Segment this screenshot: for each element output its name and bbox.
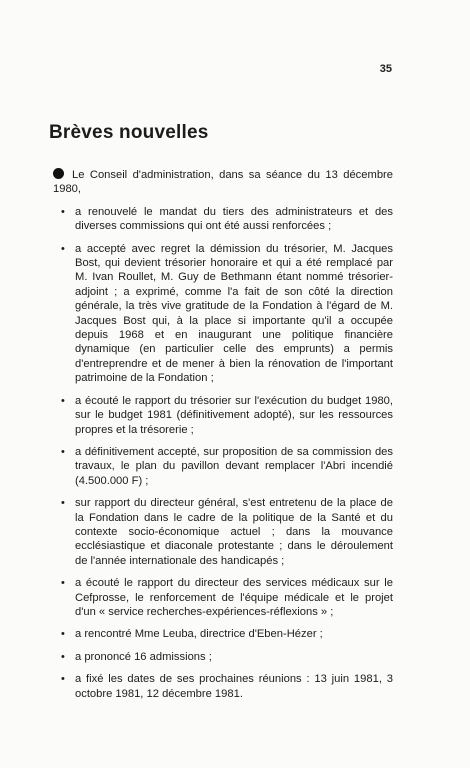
list-item (53, 672, 393, 701)
list-item-text: a fixé les dates de ses prochaines réunions : 13 juin 1981, 3 octobre 1981, 12 décembre 1981. (75, 673, 393, 700)
bullet-icon: • (61, 394, 65, 407)
intro-paragraph (53, 168, 393, 197)
list-item-text: a accepté avec regret la démission du trésorier, M. Jacques Bost, qui devient trésorier honoraire et qui a été remplacé par M. Ivan Roullet, M. Guy de Bethmann étant nommé trésorier-adjoint ; a exprimé, comme l'a fait de son côté la direction générale, la très vive gratitude de la Fondation à l'égard de M. Jacques Bost qui, à la place si importante qu'il a occupée depuis 1968 et en inaugurant une politique financière dynamique (en particulier celle des emprunts) a permis d'entreprendre et de mener à bien la rénovation de l'important patrimoine de la Fondation ; (75, 242, 393, 385)
list-item-text: a rencontré Mme Leuba, directrice d'Eben-Hézer ; (75, 628, 323, 641)
bullet-icon: • (61, 673, 65, 686)
section-title: Brèves nouvelles (49, 122, 209, 143)
list-item (53, 205, 393, 234)
bullet-icon: • (61, 445, 65, 458)
intro-text: Le Conseil d'administration, dans sa séance du 13 décembre 1980, (53, 169, 393, 196)
decision-list (53, 205, 393, 701)
list-item-text: a écouté le rapport du trésorier sur l'exécution du budget 1980, sur le budget 1981 (définitivement adopté), sur les ressources propres et la trésorerie ; (75, 394, 393, 436)
list-item (53, 496, 393, 568)
bullet-icon: • (61, 577, 65, 590)
list-item (53, 576, 393, 619)
article-body (53, 168, 393, 709)
page-number: 35 (379, 63, 392, 75)
list-item (53, 242, 393, 386)
list-item (53, 650, 393, 664)
bullet-icon: • (61, 497, 65, 510)
list-item (53, 445, 393, 488)
bullet-icon: • (61, 628, 65, 641)
list-item-text: a écouté le rapport du directeur des services médicaux sur le Cefprosse, le renforcement de l'équipe médicale et le projet d'un « service recherches-expériences-réflexions » ; (75, 577, 393, 618)
bullet-icon: • (61, 242, 65, 255)
list-item-text: a prononcé 16 admissions ; (75, 650, 212, 663)
bullet-icon: • (61, 650, 65, 663)
list-item (53, 394, 393, 437)
list-item-text: sur rapport du directeur général, s'est entretenu de la place de la Fondation dans le cadre de la politique de la Santé et du contexte socio-économique actuel ; dans la mouvance ecclésiastique et diaconale protestante ; dans le déroulement de l'année internationale des handicapés ; (75, 497, 393, 567)
list-item (53, 627, 393, 641)
filled-circle-icon (53, 168, 64, 179)
bullet-icon: • (61, 205, 65, 218)
list-item-text: a définitivement accepté, sur proposition de sa commission des travaux, le plan du pavillon devant remplacer l'Abri incendié (4.500.000 F) ; (75, 445, 393, 487)
list-item-text: a renouvelé le mandat du tiers des administrateurs et des diverses commissions qui ont été aussi renforcées ; (75, 205, 393, 233)
